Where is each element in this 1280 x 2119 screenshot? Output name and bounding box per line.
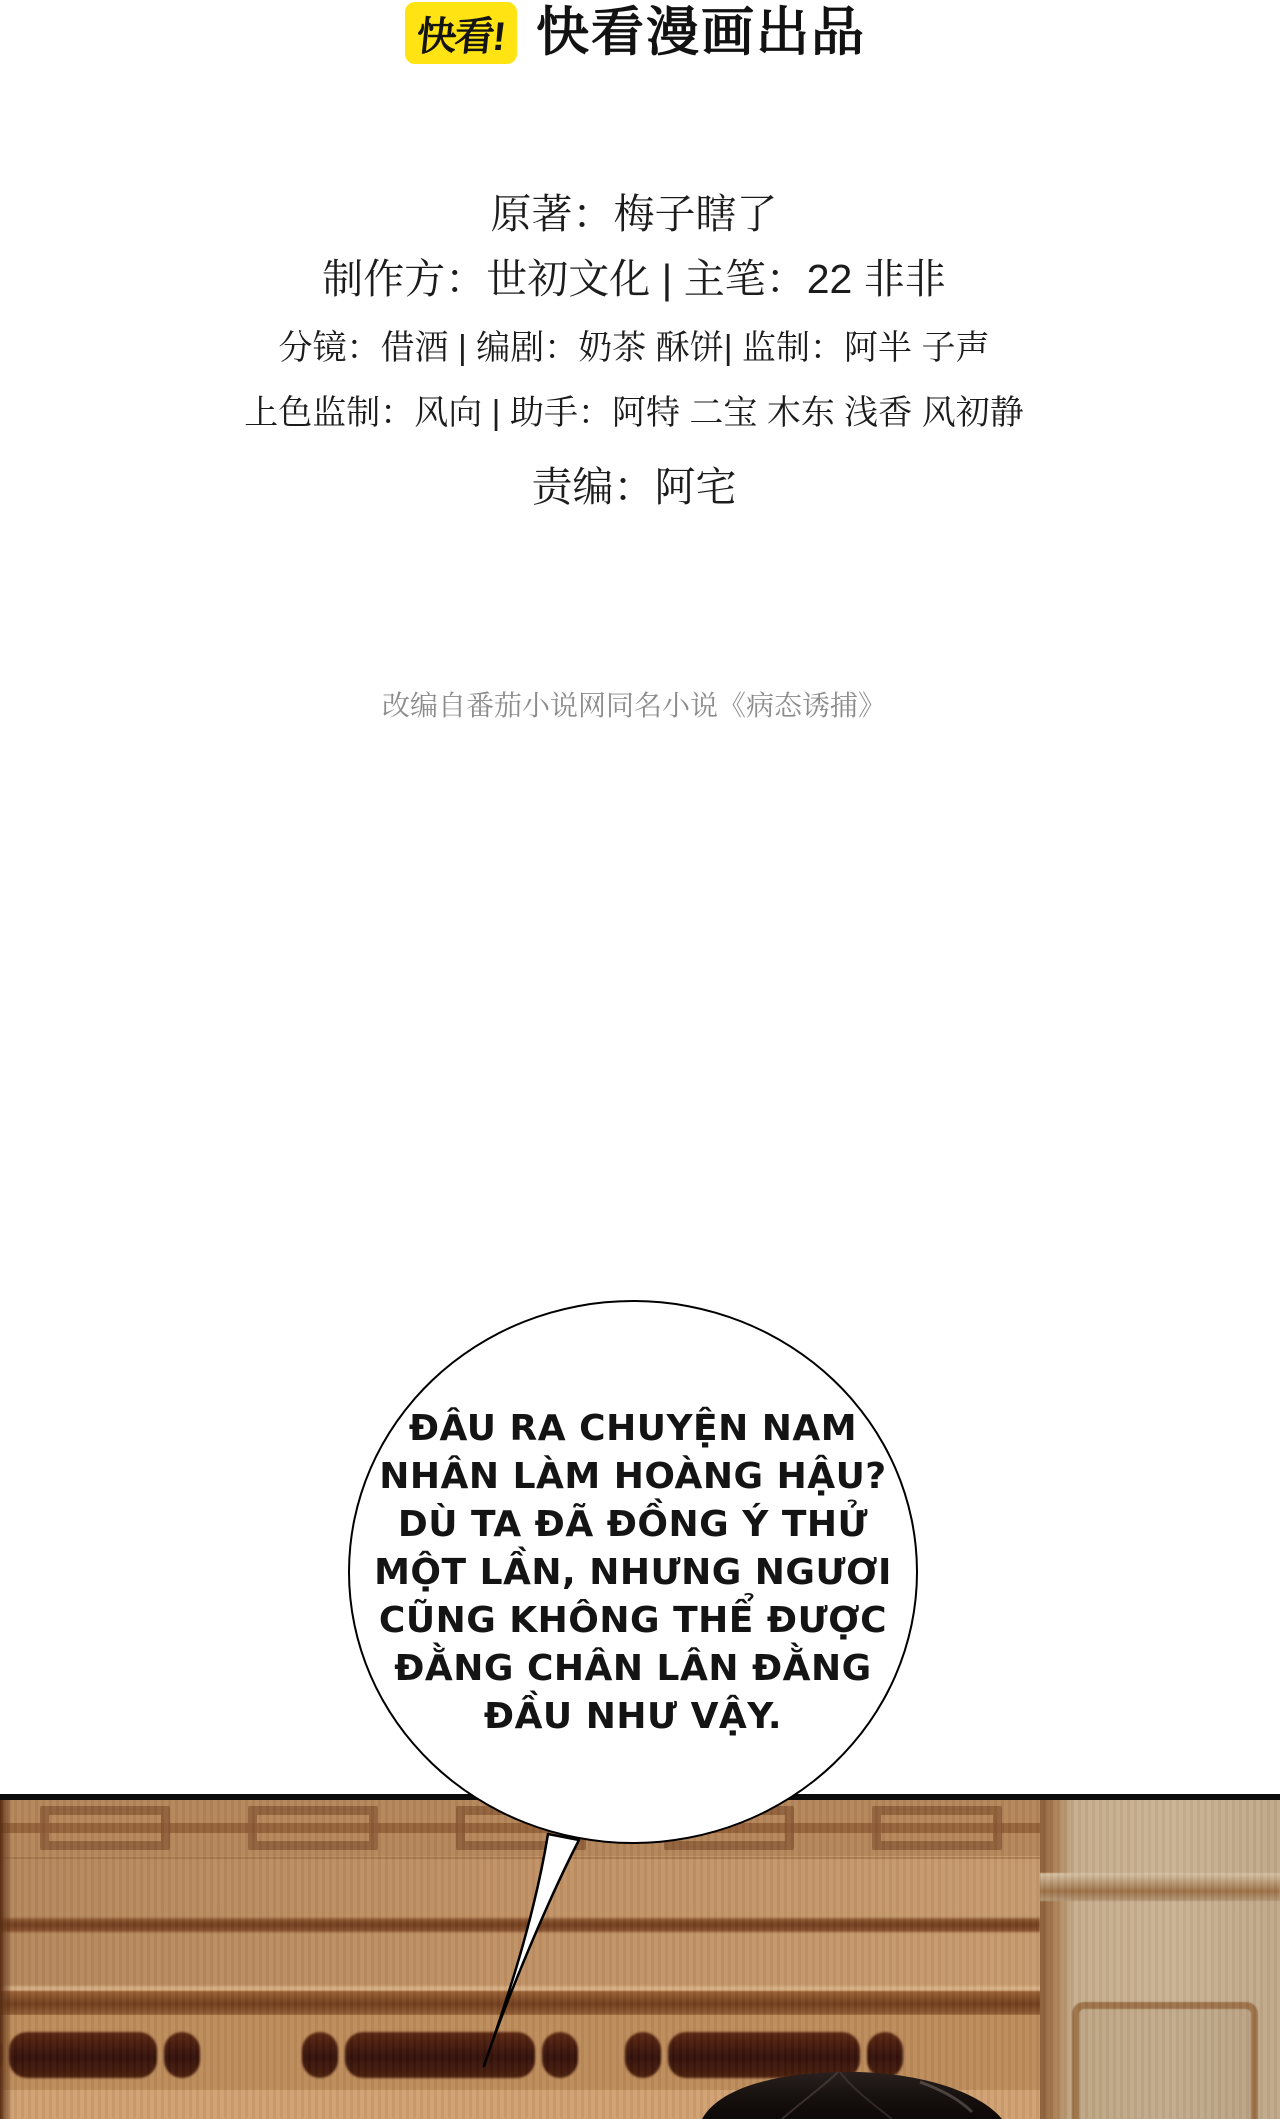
wall-texture-overlay xyxy=(0,1800,1280,2119)
credit-original-author: 原著：梅子瞎了 xyxy=(490,191,778,237)
comic-panel-photo xyxy=(0,1800,1280,2119)
speech-bubble-text xyxy=(374,1403,892,1741)
speech-line: ĐẰNG CHÂN LÂN ĐẰNG xyxy=(394,1648,872,1689)
credit-production: 制作方：世初文化 | 主笔：22 非非 xyxy=(322,256,946,302)
kuaikan-logo-badge xyxy=(405,2,517,64)
credit-editor: 责编：阿宅 xyxy=(531,464,737,510)
character-hair xyxy=(688,2068,1008,2119)
speech-line: CŨNG KHÔNG THỂ ĐƯỢC xyxy=(378,1600,888,1641)
speech-line: DÙ TA ĐÃ ĐỒNG Ý THỬ xyxy=(397,1504,869,1545)
speech-line: NHÂN LÀM HOÀNG HẬU? xyxy=(379,1456,887,1497)
speech-line: MỘT LẦN, NHƯNG NGƯƠI xyxy=(374,1552,892,1593)
speech-bubble xyxy=(348,1300,918,1844)
publisher-title: 快看漫画出品 xyxy=(536,3,866,62)
kuaikan-logo-icon: 快看! xyxy=(414,14,507,59)
speech-line: ĐÂU RA CHUYỆN NAM xyxy=(408,1408,858,1449)
speech-line: ĐẦU NHƯ VẬY. xyxy=(483,1696,783,1737)
adaptation-note: 改编自番茄小说网同名小说《病态诱捕》 xyxy=(381,690,886,721)
credit-storyboard: 分镜：借酒 | 编剧：奶茶 酥饼| 监制：阿半 子声 xyxy=(278,329,990,367)
credit-coloring: 上色监制：风向 | 助手：阿特 二宝 木东 浅香 风初静 xyxy=(244,394,1024,432)
